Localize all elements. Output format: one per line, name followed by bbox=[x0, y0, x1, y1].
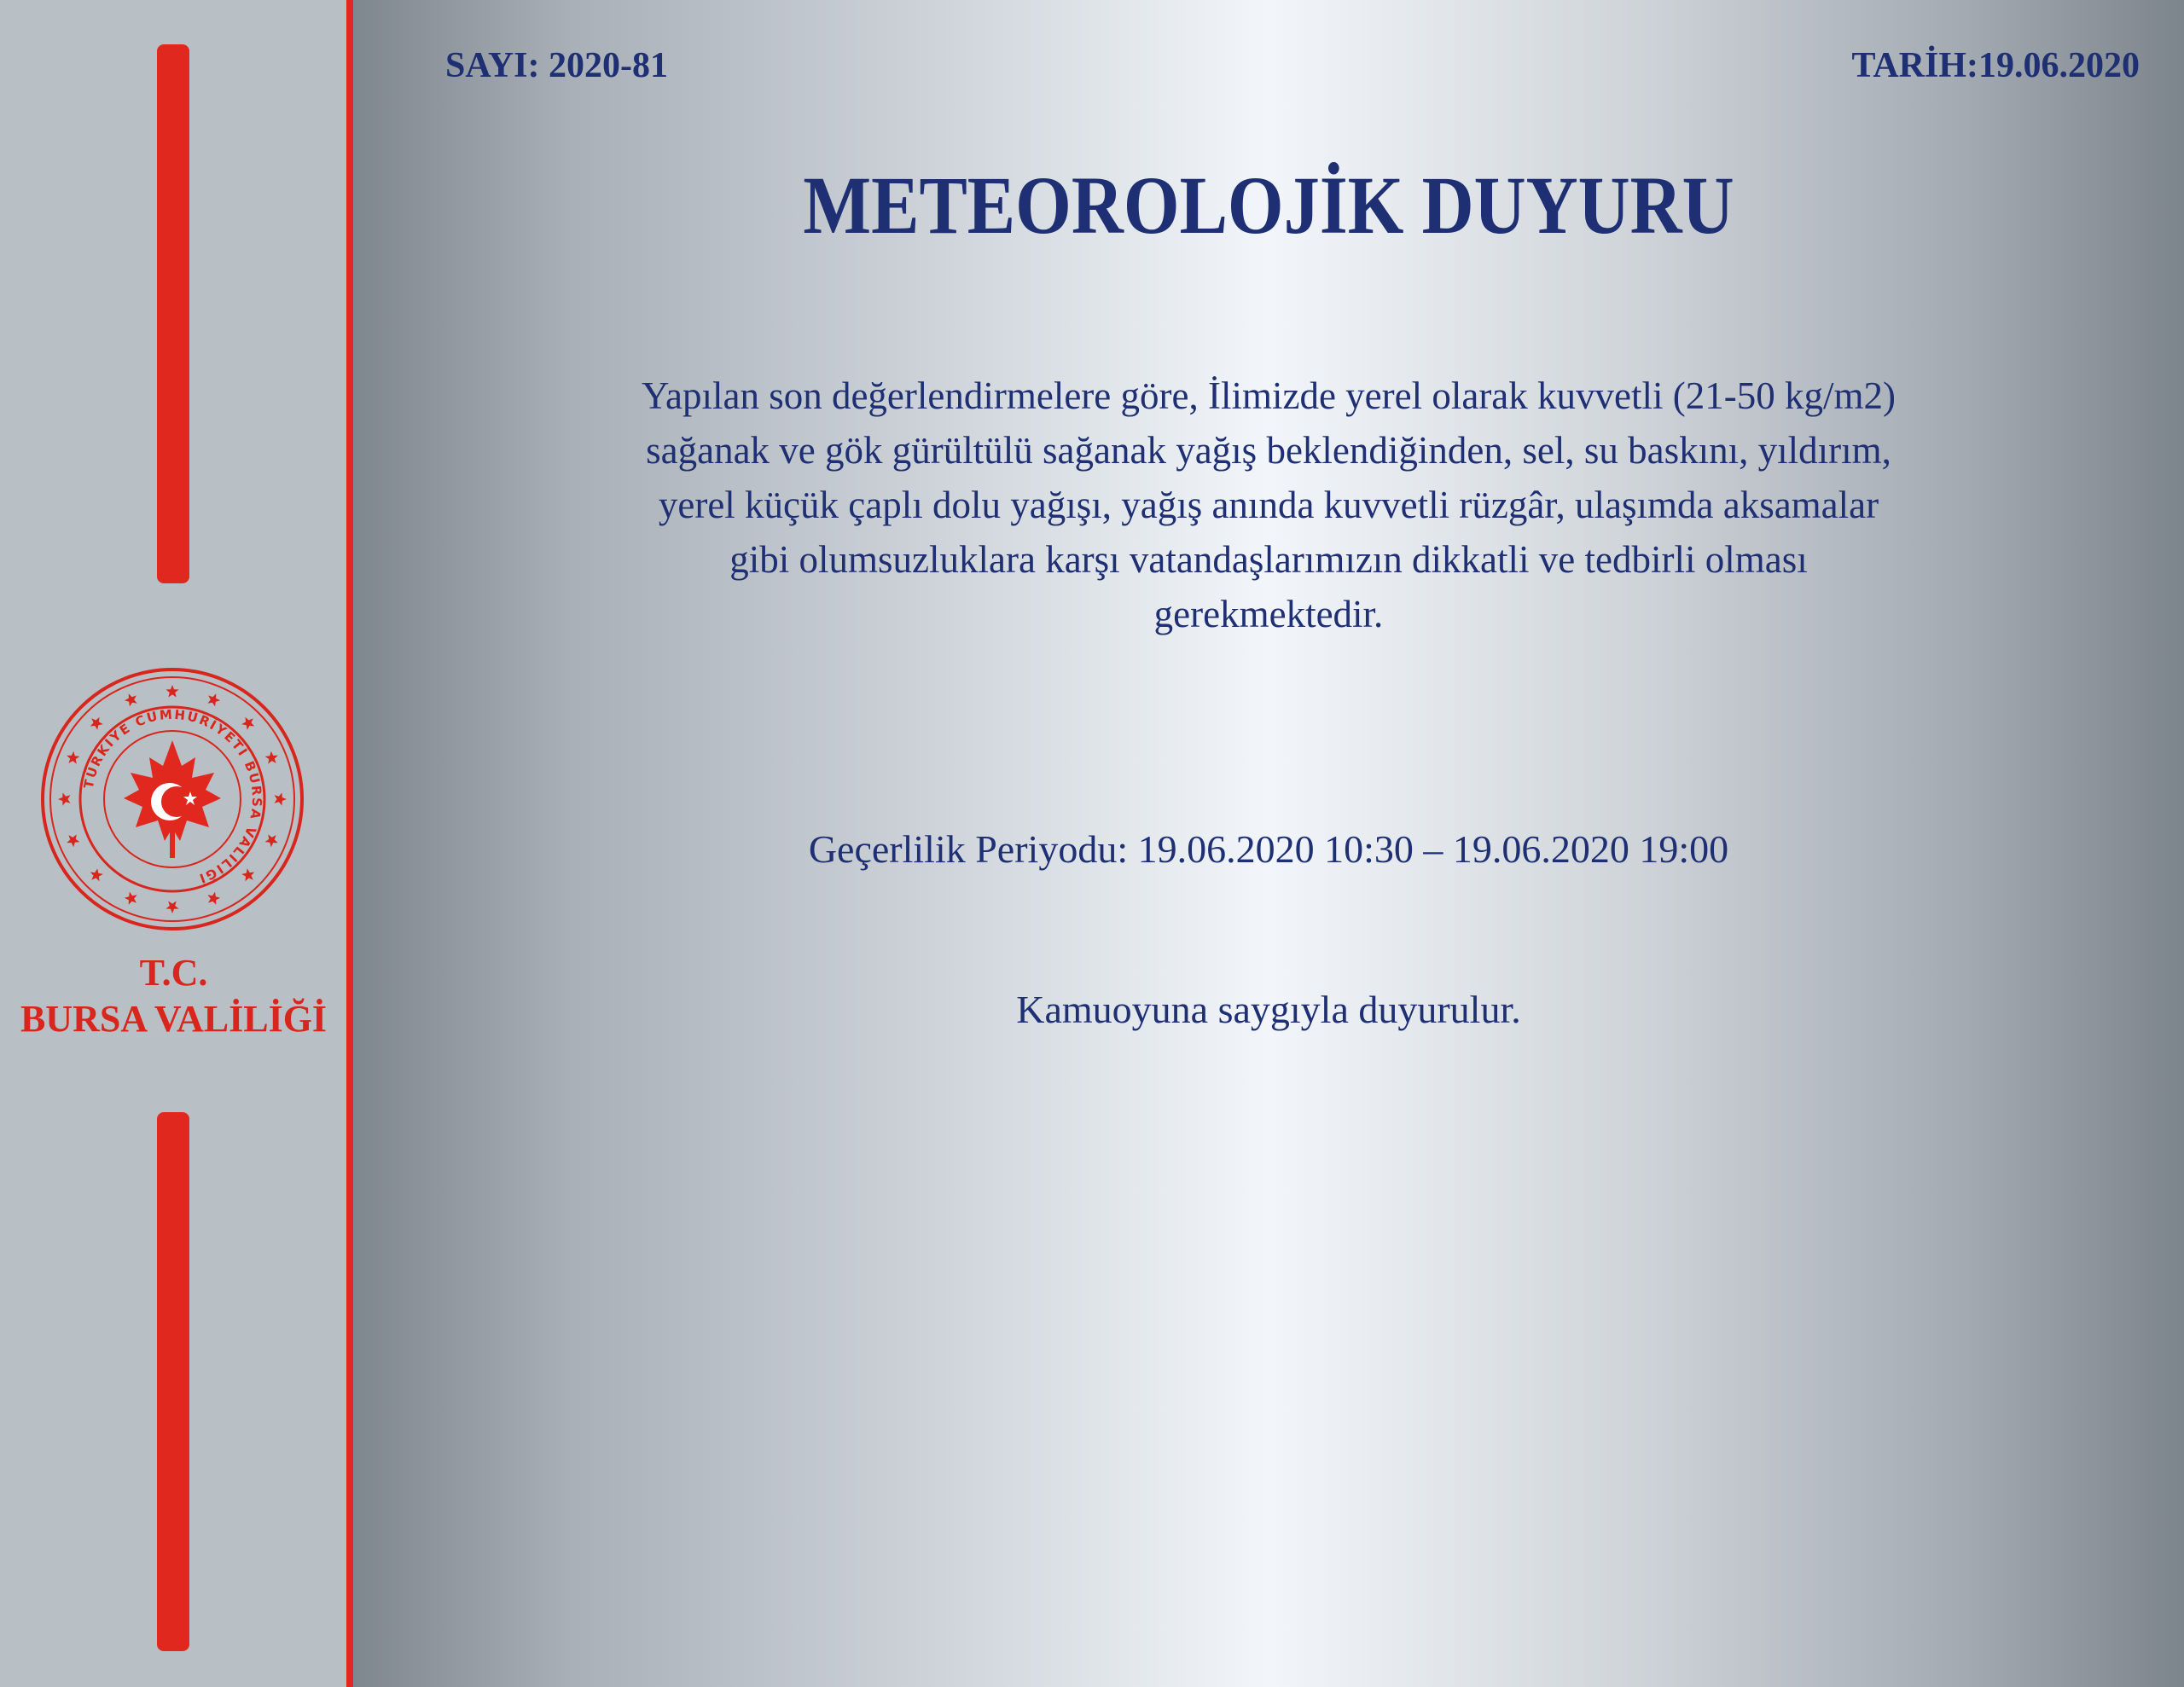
governorship-seal-icon bbox=[38, 665, 306, 933]
seal-star-icon bbox=[67, 834, 79, 847]
sidebar-divider bbox=[346, 0, 353, 1687]
seal-star-icon bbox=[166, 901, 178, 913]
body-line: gibi olumsuzluklara karşı vatandaşlarımızın dikkatli ve tedbirli olması bbox=[729, 538, 1808, 581]
seal-text: TÜRKİYE CUMHURİYETİ BURSA VALİLİĞİ bbox=[80, 706, 265, 887]
seal-star-icon bbox=[275, 792, 287, 805]
document-date: TARİH:19.06.2020 bbox=[1851, 46, 2140, 85]
sidebar-org-line2: BURSA VALİLİĞİ bbox=[20, 998, 328, 1040]
seal-star-icon bbox=[241, 868, 254, 881]
page-title: METEOROLOJİK DUYURU bbox=[803, 159, 1734, 251]
seal-star-icon bbox=[241, 717, 254, 730]
body-line: sağanak ve gök gürültülü sağanak yağış beklendiğinden, sel, su baskını, yıldırım, bbox=[646, 429, 1891, 472]
announcement-body bbox=[353, 368, 2184, 641]
seal-star-icon bbox=[207, 892, 220, 905]
closing-statement: Kamuoyuna saygıyla duyurulur. bbox=[1016, 988, 1521, 1031]
seal-star-icon bbox=[125, 892, 137, 905]
body-line: gerekmektedir. bbox=[1153, 593, 1384, 635]
document-number: SAYI: 2020-81 bbox=[445, 46, 668, 85]
body-line: yerel küçük çaplı dolu yağışı, yağış anında kuvvetli rüzgâr, ulaşımda aksamalar bbox=[658, 484, 1879, 526]
sidebar-red-bar-top bbox=[157, 44, 189, 583]
seal-star-icon bbox=[265, 751, 278, 764]
seal-star-icon bbox=[67, 751, 79, 764]
seal-star-icon bbox=[125, 693, 137, 706]
sidebar bbox=[0, 0, 347, 1687]
seal-star-icon bbox=[166, 685, 178, 697]
sidebar-org-line1: T.C. bbox=[139, 952, 208, 994]
validity-period: Geçerlilik Periyodu: 19.06.2020 10:30 – 19.06.2020 19:00 bbox=[808, 827, 1729, 871]
announcement-panel bbox=[353, 0, 2184, 1687]
seal-star-icon bbox=[90, 717, 103, 730]
sidebar-red-bar-bottom bbox=[157, 1112, 189, 1651]
body-line: Yapılan son değerlendirmelere göre, İlimizde yerel olarak kuvvetli (21-50 kg/m2) bbox=[642, 374, 1896, 417]
seal-star-icon bbox=[207, 693, 220, 706]
seal-star-icon bbox=[265, 834, 278, 847]
seal-star-icon bbox=[90, 868, 103, 881]
seal-star-icon bbox=[58, 792, 70, 805]
